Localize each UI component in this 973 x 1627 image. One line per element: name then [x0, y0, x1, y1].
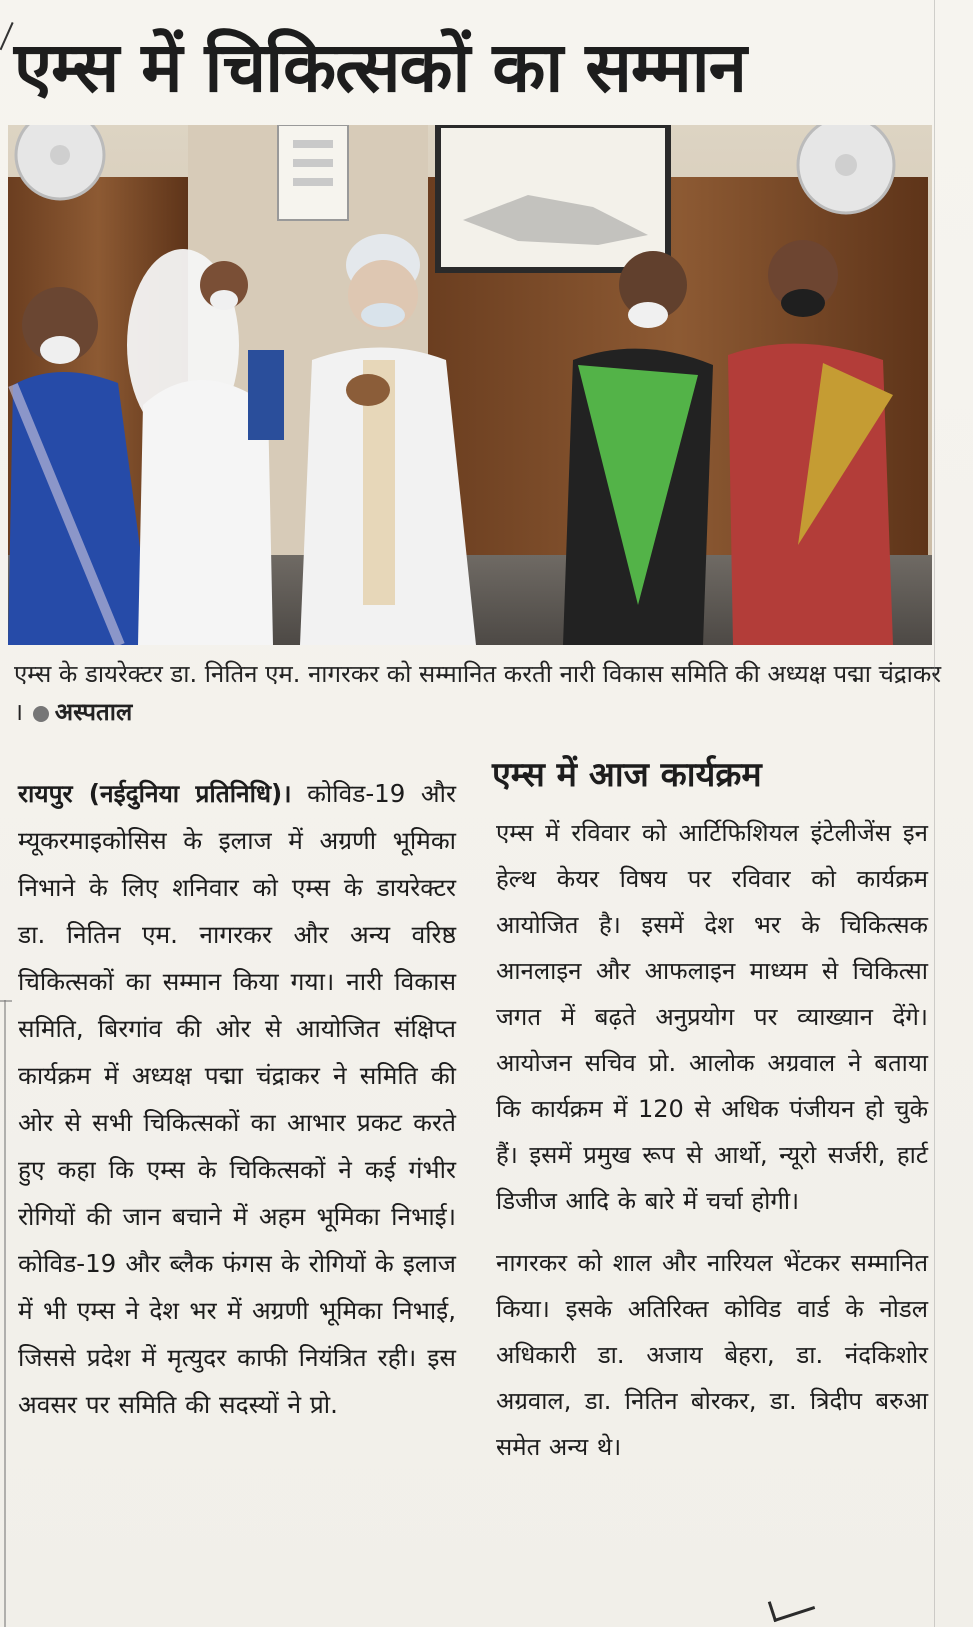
headline: एम्स में चिकित्सकों का सम्मान: [14, 28, 746, 108]
right-news-paragraph-top: एम्स में रविवार को आर्टिफिशियल इंटेलीजेंस इन हेल्थ केयर विषय पर रविवार को कार्यक्रम आयोजित है। इसमें देश भर के चिकित्सक आनलाइन और आफलाइन माध्यम से चिकित्सा जगत में बढ़ते अनुप्रयोग पर व्याख्यान देंगे। आयोजन सचिव प्रो. आलोक अग्रवाल ने बताया कि कार्यक्रम में 120 से अधिक पंजीयन हो चुके हैं। इसमें प्रमुख रूप से आर्थो, न्यूरो सर्जरी, हार्ट डिजीज आदि के बारे में चर्चा होगी।: [496, 819, 928, 1215]
right-subheading: एम्स में आज कार्यक्रम: [492, 755, 762, 795]
right-news-paragraph-bottom: नागरकर को शाल और नारियल भेंटकर सम्मानित किया। इसके अतिरिक्त कोविड वार्ड के नोडल अधिकारी डा. अजाय बेहरा, डा. नंदकिशोर अग्रवाल, डा. नितिन बोरकर, डा. त्रिदीप बरुआ समेत अन्य थे।: [496, 1249, 928, 1461]
left-news-body: कोविड-19 और म्यूकरमाइकोसिस के इलाज में अग्रणी भूमिका निभाने के लिए शनिवार को एम्स के डायरेक्टर डा. नितिन एम. नागरकर और अन्य वरिष्ठ चिकित्सकों का सम्मान किया गया। नारी विकास समिति, बिरगांव की ओर से आयोजित संक्षिप्त कार्यक्रम में अध्यक्ष पद्मा चंद्राकर ने समिति की ओर से सभी चिकित्सकों का आभार प्रकट करते हुए कहा कि एम्स के चिकित्सकों ने कई गंभीर रोगियों की जान बचाने में अहम भूमिका निभाई। कोविड-19 और ब्लैक फंगस के रोगियों के इलाज में भी एम्स ने देश भर में अग्रणी भूमिका निभाई, जिससे प्रदेश में मृत्युदर काफी नियंत्रित रही। इस अवसर पर समिति की सदस्यों ने प्रो.: [18, 779, 457, 1419]
photo-framed-picture: [438, 125, 668, 270]
right-news-column: [496, 810, 928, 1470]
photo-caption-text: एम्स के डायरेक्टर डा. नितिन एम. नागरकर को सम्मानित करती नारी विकास समिति की अध्यक्ष पद्मा चंद्राकर ।: [14, 660, 942, 726]
left-column-rule-cap: [0, 1000, 12, 1002]
left-column-rule: [4, 1000, 6, 1627]
left-news-column: [18, 770, 456, 1428]
photo-notice: [278, 125, 348, 220]
photo-credit: अस्पताल: [54, 698, 133, 726]
dateline: रायपुर (नईदुनिया प्रतिनिधि)।: [18, 779, 292, 808]
clipping-right-edge: [934, 0, 935, 1627]
news-photo: [8, 125, 932, 645]
photo-caption: [14, 655, 944, 731]
caption-credit-dot-icon: [33, 706, 49, 722]
left-news-paragraph: [18, 770, 456, 1428]
